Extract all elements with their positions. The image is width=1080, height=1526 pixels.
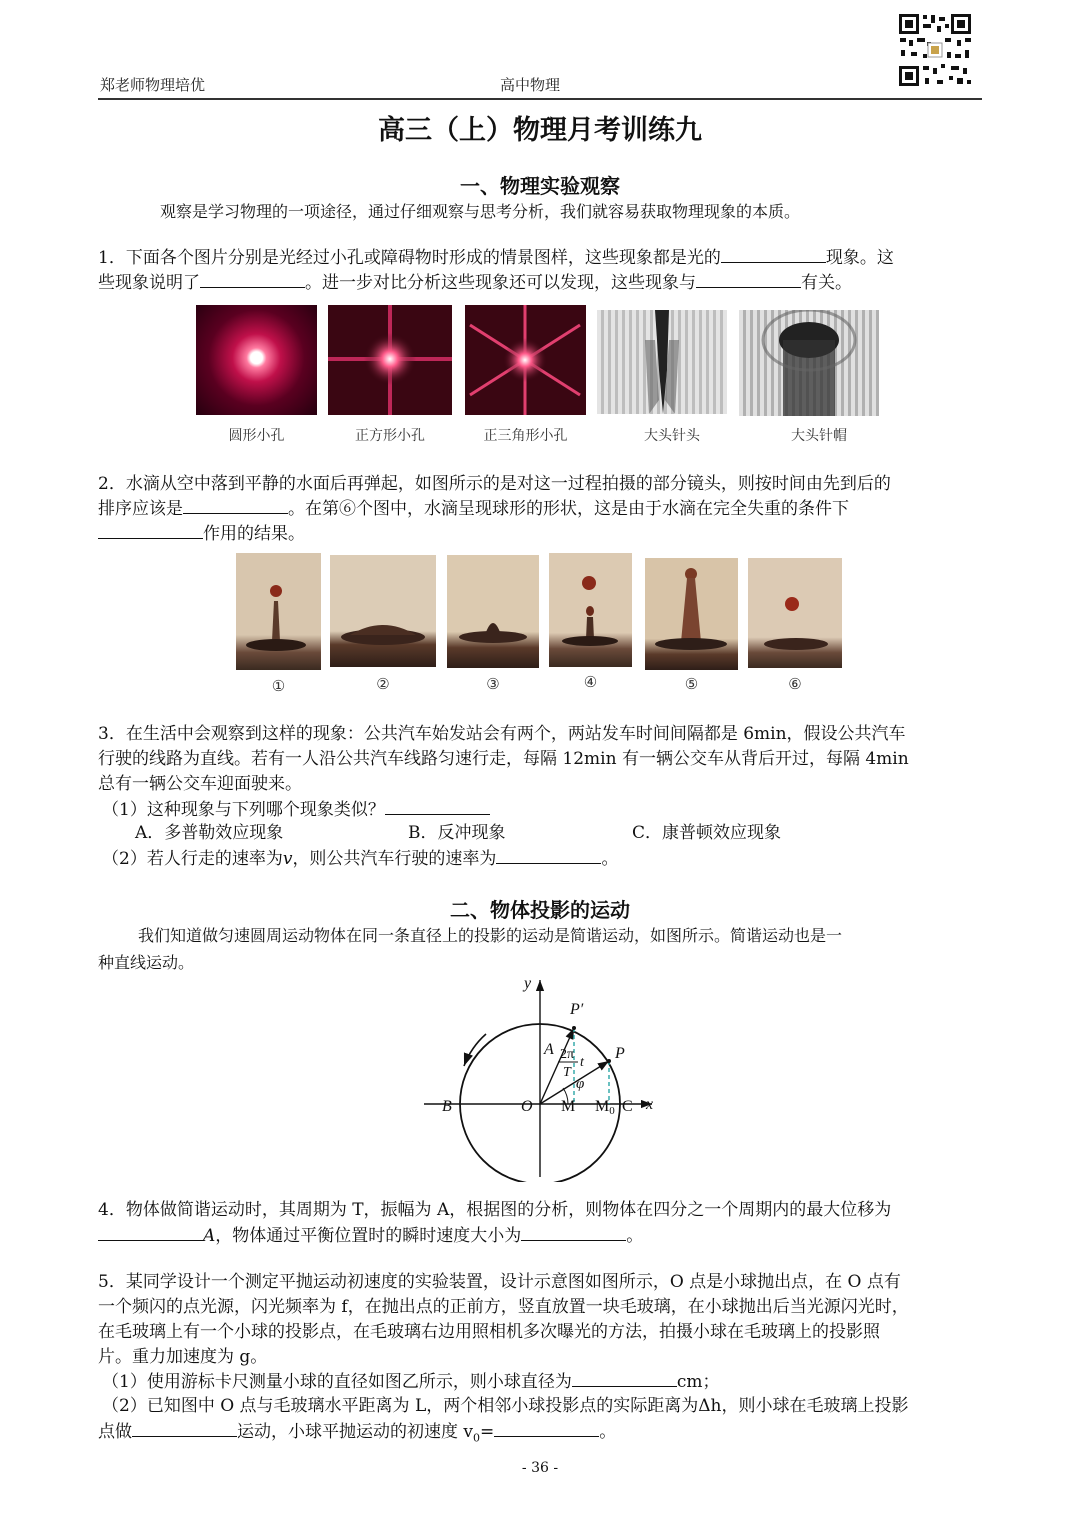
- answer-blank[interactable]: [98, 1223, 203, 1241]
- answer-blank[interactable]: [521, 1223, 626, 1241]
- q2-text-b: 。在第⑥个图中，水滴呈现球形的形状，这是由于水滴在完全失重的条件下: [288, 499, 849, 519]
- q4-line2: [98, 1223, 643, 1248]
- q4-line1: 4．物体做简谐运动时，其周期为 T，振幅为 A，根据图的分析，则物体在四分之一个周期内的最大位移为: [98, 1200, 892, 1220]
- q1-line1: [98, 245, 894, 270]
- q5-sub2-text-a: 点做: [98, 1422, 132, 1442]
- caption-triangle: 正三角形小孔: [483, 428, 568, 444]
- answer-blank[interactable]: [200, 270, 305, 288]
- q4-text-c: 。: [626, 1226, 644, 1246]
- label-m0: [595, 1098, 615, 1117]
- drop-caption-1: ①: [271, 677, 286, 695]
- label-frac-den: T: [563, 1065, 571, 1080]
- q3-option-b: B．反冲现象: [408, 823, 506, 843]
- photo-triangle-aperture: [465, 305, 586, 415]
- answer-blank[interactable]: [721, 245, 826, 263]
- label-p-prime: P′: [570, 1001, 584, 1018]
- q5-sub1-unit: cm；: [676, 1372, 720, 1392]
- point-p-prime: [572, 1026, 576, 1030]
- section1-heading: 一、物理实验观察: [460, 174, 620, 198]
- q1-text-e: 有关。: [801, 273, 852, 293]
- drop-photo-2: [330, 555, 436, 667]
- answer-blank[interactable]: [572, 1369, 677, 1387]
- section2-intro-1: 我们知道做匀速圆周运动物体在同一条直径上的投影的运动是简谐运动，如图所示。简谐运动也是一: [138, 926, 843, 945]
- label-frac-num: 2π: [560, 1047, 575, 1062]
- q3-line3: 总有一辆公交车迎面驶来。: [98, 774, 302, 794]
- q4-amplitude: A: [203, 1226, 216, 1246]
- q5-line3: 在毛玻璃上有一个小球的投影点，在毛玻璃右边用照相机多次曝光的方法，拍摄小球在毛玻璃上的投影照: [98, 1322, 880, 1342]
- q1-text-a: 1．下面各个图片分别是光经过小孔或障碍物时形成的情景图样，这些现象都是光的: [98, 248, 721, 268]
- label-phi: φ: [576, 1076, 585, 1092]
- label-p: P: [615, 1045, 625, 1062]
- drop-photo-3: [447, 555, 539, 668]
- drop-photo-6: [748, 558, 842, 668]
- caption-pin-head: 大头针头: [644, 428, 700, 444]
- q1-text-d: 。进一步对比分析这些现象还可以发现，这些现象与: [305, 273, 696, 293]
- header-center: 高中物理: [500, 76, 561, 94]
- photo-round-aperture: [196, 305, 317, 415]
- qr-code: [897, 12, 973, 88]
- q5-sub2-text-c: 。: [599, 1422, 617, 1442]
- header-rule: [98, 98, 982, 100]
- q5-sub1-text: （1）使用游标卡尺测量小球的直径如图乙所示，则小球直径为: [102, 1372, 572, 1392]
- drop-photo-5: [645, 558, 738, 670]
- label-a: A: [544, 1041, 554, 1058]
- q1-text-c: 些现象说明了: [98, 273, 200, 293]
- section2-intro-2: 种直线运动。: [98, 953, 195, 972]
- rotation-arrow: [464, 1034, 486, 1066]
- q5-sub1: [102, 1369, 719, 1394]
- photo-square-aperture: [328, 305, 452, 415]
- photo-pin-head: [597, 310, 727, 414]
- photo-pin-cap: [739, 310, 879, 416]
- answer-blank[interactable]: [385, 797, 490, 815]
- answer-blank[interactable]: [98, 521, 203, 539]
- q3-line1: 3．在生活中会观察到这样的现象：公共汽车始发站会有两个，两站发车时间间隔都是 6min，假设公共汽车: [98, 724, 906, 744]
- q3-option-a: A．多普勒效应现象: [135, 823, 284, 843]
- q5-sub2-subscript: 0: [473, 1431, 481, 1445]
- q1-line2: [98, 270, 852, 295]
- section1-intro: 观察是学习物理的一项途径，通过仔细观察与思考分析，我们就容易获取物理现象的本质。: [160, 202, 801, 221]
- q3-sub2-text-c: 。: [601, 849, 619, 869]
- point-p: [607, 1059, 611, 1063]
- drop-caption-2: ②: [376, 675, 390, 693]
- q5-sub2-line2: [98, 1419, 616, 1450]
- q3-sub2-text-a: （2）若人行走的速率为: [102, 849, 283, 869]
- q2-line2: [98, 496, 849, 521]
- caption-round: 圆形小孔: [228, 428, 285, 444]
- q5-line1: 5．某同学设计一个测定平抛运动初速度的实验装置，设计示意图如图所示，O 点是小球抛出点，在 O 点有: [98, 1272, 901, 1292]
- label-y: y: [524, 975, 532, 992]
- drop-photo-4: [549, 553, 632, 667]
- shm-circle-diagram: [420, 972, 670, 1182]
- answer-blank[interactable]: [183, 496, 288, 514]
- q3-sub1: [102, 797, 490, 822]
- header-left: 郑老师物理培优: [100, 76, 206, 94]
- page-number: - 36 -: [521, 1460, 559, 1476]
- q5-sub2-eq: =: [480, 1422, 495, 1442]
- q2-line1: 2．水滴从空中落到平静的水面后再弹起，如图所示的是对这一过程拍摄的部分镜头，则按时间由先到后的: [98, 474, 891, 494]
- q5-line2: 一个频闪的点光源，闪光频率为 f，在抛出点的正前方，竖直放置一块毛玻璃，在小球抛出后当光源闪光时，: [98, 1297, 909, 1317]
- q2-text-c: 作用的结果。: [203, 524, 305, 544]
- answer-blank[interactable]: [494, 1419, 599, 1437]
- answer-blank[interactable]: [132, 1419, 237, 1437]
- q3-line2: 行驶的线路为直线。若有一人沿公共汽车线路匀速行走，每隔 12min 有一辆公交车从背后开过，每隔 4min: [98, 749, 909, 769]
- q1-text-b: 现象。这: [825, 248, 894, 268]
- label-t: t: [580, 1055, 584, 1070]
- caption-pin-cap: 大头针帽: [791, 428, 847, 444]
- q3-sub1-text: （1）这种现象与下列哪个现象类似？: [102, 800, 385, 820]
- q5-sub2-line1: （2）已知图中 O 点与毛玻璃水平距离为 L，两个相邻小球投影点的实际距离为Δh，则小球在毛玻璃上投影: [102, 1396, 909, 1416]
- label-m: M: [561, 1098, 576, 1115]
- drop-caption-3: ③: [486, 675, 500, 693]
- q4-text-b: ，物体通过平衡位置时的瞬时速度大小为: [215, 1226, 522, 1246]
- label-o: O: [521, 1098, 533, 1115]
- answer-blank[interactable]: [496, 846, 601, 864]
- drop-caption-6: ⑥: [788, 675, 802, 693]
- drop-caption-5: ⑤: [684, 675, 699, 693]
- q3-sub2: [102, 846, 618, 871]
- q3-sub2-v: v: [282, 849, 293, 869]
- q2-line3: [98, 521, 305, 546]
- label-x: x: [646, 1096, 654, 1113]
- label-m0-sub: 0: [609, 1105, 615, 1117]
- q3-option-c: C．康普顿效应现象: [632, 823, 782, 843]
- q2-text-a: 排序应该是: [98, 499, 183, 519]
- drop-photo-1: [236, 553, 321, 670]
- drop-caption-4: ④: [583, 673, 598, 691]
- label-m0-main: M: [595, 1098, 610, 1115]
- caption-square: 正方形小孔: [355, 428, 425, 444]
- page-title: 高三（上）物理月考训练九: [378, 115, 702, 146]
- label-b: B: [442, 1098, 452, 1115]
- q5-line4: 片。重力加速度为 g。: [98, 1347, 268, 1367]
- q3-sub2-text-b: ，则公共汽车行驶的速率为: [292, 849, 497, 869]
- q5-sub2-text-b: 运动，小球平抛运动的初速度 v: [237, 1422, 474, 1442]
- section2-heading: 二、物体投影的运动: [450, 898, 630, 922]
- label-c: C: [622, 1098, 633, 1115]
- answer-blank[interactable]: [696, 270, 801, 288]
